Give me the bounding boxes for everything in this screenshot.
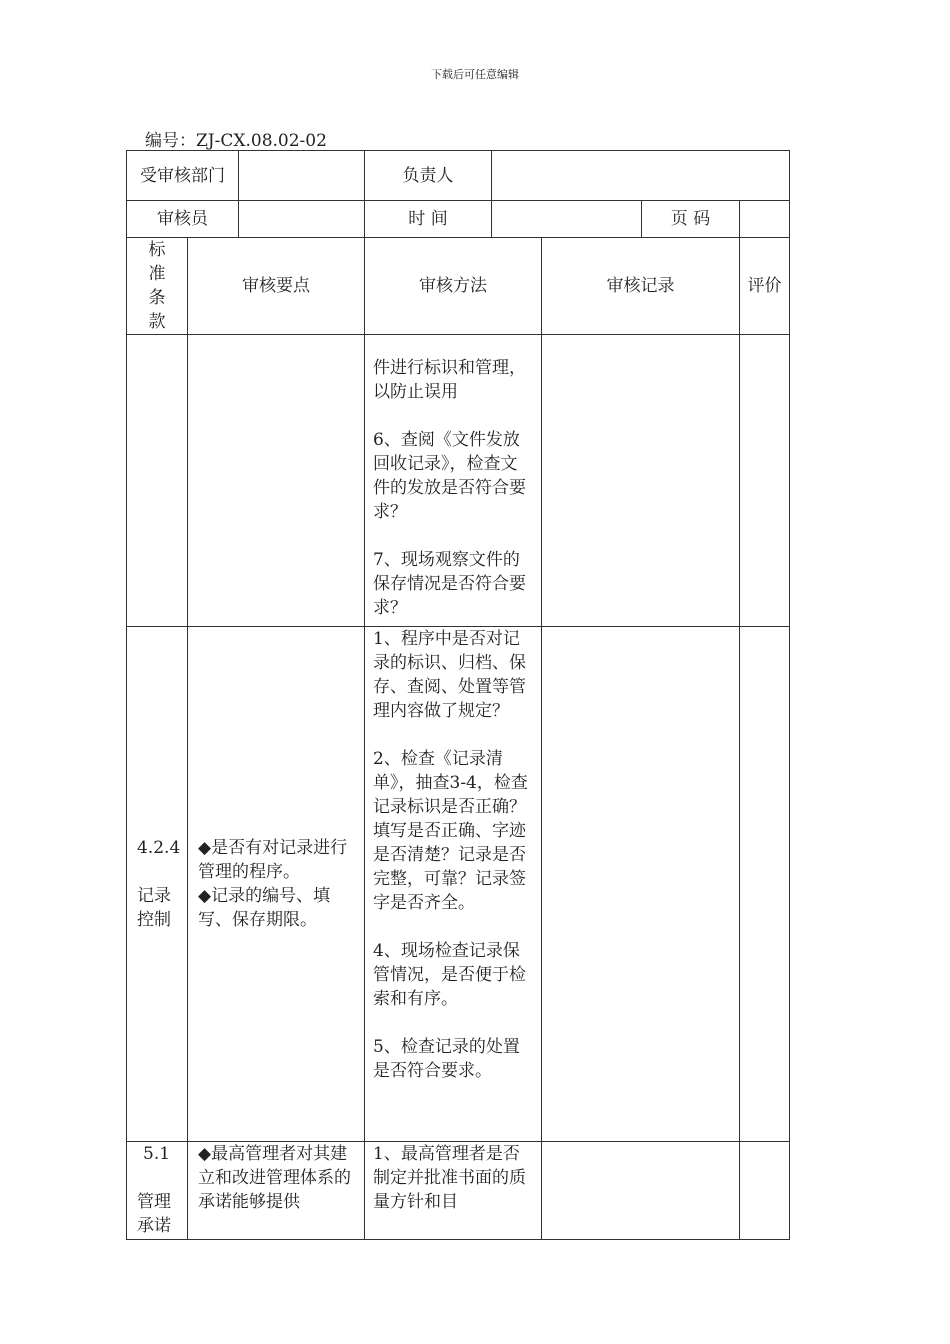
- info-row-auditor: [127, 201, 790, 238]
- clause-number: 5.1: [143, 1144, 171, 1164]
- method-cell: [365, 335, 542, 627]
- clause-name: 管理承诺: [137, 1192, 171, 1236]
- auditor-label: 审核员: [127, 201, 239, 238]
- clause-name: 记录控制: [137, 886, 171, 930]
- eval-cell[interactable]: [740, 627, 790, 1142]
- method-item: 5、检查记录的处置是否符合要求。: [373, 1037, 520, 1081]
- method-cell: [365, 627, 542, 1142]
- method-cell: [365, 1142, 542, 1240]
- time-label: 时 间: [365, 201, 492, 238]
- point-item: ◆记录的编号、填写、保存期限。: [198, 886, 331, 930]
- method-item: 件进行标识和管理，以防止误用: [373, 358, 526, 402]
- dept-label: 受审核部门: [127, 151, 239, 201]
- eval-cell[interactable]: [740, 1142, 790, 1240]
- clause-cell: [127, 335, 188, 627]
- method-item: 1、最高管理者是否制定并批准书面的质量方针和目: [373, 1144, 526, 1212]
- points-cell: [188, 335, 365, 627]
- clause-cell: [127, 627, 188, 1142]
- point-item: ◆是否有对记录进行管理的程序。: [198, 838, 348, 882]
- method-item: 4、现场检查记录保管情况，是否便于检索和有序。: [373, 941, 526, 1009]
- eval-cell[interactable]: [740, 335, 790, 627]
- page-label: 页 码: [642, 201, 740, 238]
- doc-number: 编号：ZJ-CX.08.02-02: [145, 131, 327, 151]
- method-item: 7、现场观察文件的保存情况是否符合要求？: [373, 550, 526, 618]
- col-eval-header: 评价: [740, 238, 790, 335]
- method-item: 2、检查《记录清单》，抽查3-4，检查记录标识是否正确？填写是否正确、字迹是否清楚？记录是否完整，可靠？记录签字是否齐全。: [373, 749, 528, 913]
- header-note: 下载后可任意编辑: [431, 68, 519, 81]
- col-record-header: 审核记录: [542, 238, 740, 335]
- auditor-value[interactable]: [239, 201, 365, 238]
- clause-number: 4.2.4: [137, 838, 181, 858]
- col-points-header: 审核要点: [188, 238, 365, 335]
- point-item: ◆最高管理者对其建立和改进管理体系的承诺能够提供: [198, 1144, 351, 1212]
- method-item: 1、程序中是否对记录的标识、归档、保存、查阅、处置等管理内容做了规定？: [373, 629, 526, 721]
- col-method-header: 审核方法: [365, 238, 542, 335]
- audit-checklist-table: [126, 150, 790, 1240]
- dept-value[interactable]: [239, 151, 365, 201]
- col-clause-header: 标准条款: [127, 238, 188, 335]
- record-cell[interactable]: [542, 627, 740, 1142]
- owner-value[interactable]: [492, 151, 790, 201]
- points-cell: [188, 1142, 365, 1240]
- record-cell[interactable]: [542, 335, 740, 627]
- points-cell: [188, 627, 365, 1142]
- page-value[interactable]: [740, 201, 790, 238]
- clause-cell: [127, 1142, 188, 1240]
- time-value[interactable]: [492, 201, 642, 238]
- column-header-row: [127, 238, 790, 335]
- table-row: [127, 335, 790, 627]
- record-cell[interactable]: [542, 1142, 740, 1240]
- owner-label: 负责人: [365, 151, 492, 201]
- table-row: [127, 627, 790, 1142]
- info-row-department: [127, 151, 790, 201]
- method-item: 6、查阅《文件发放回收记录》，检查文件的发放是否符合要求？: [373, 430, 526, 522]
- table-row: [127, 1142, 790, 1240]
